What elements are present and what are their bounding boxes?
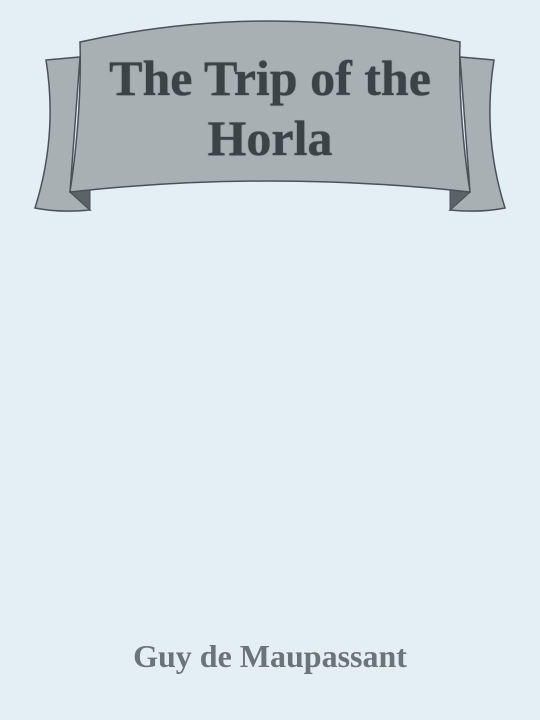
book-title: The Trip of the Horla (109, 50, 431, 166)
book-author: Guy de Maupassant (133, 638, 407, 674)
